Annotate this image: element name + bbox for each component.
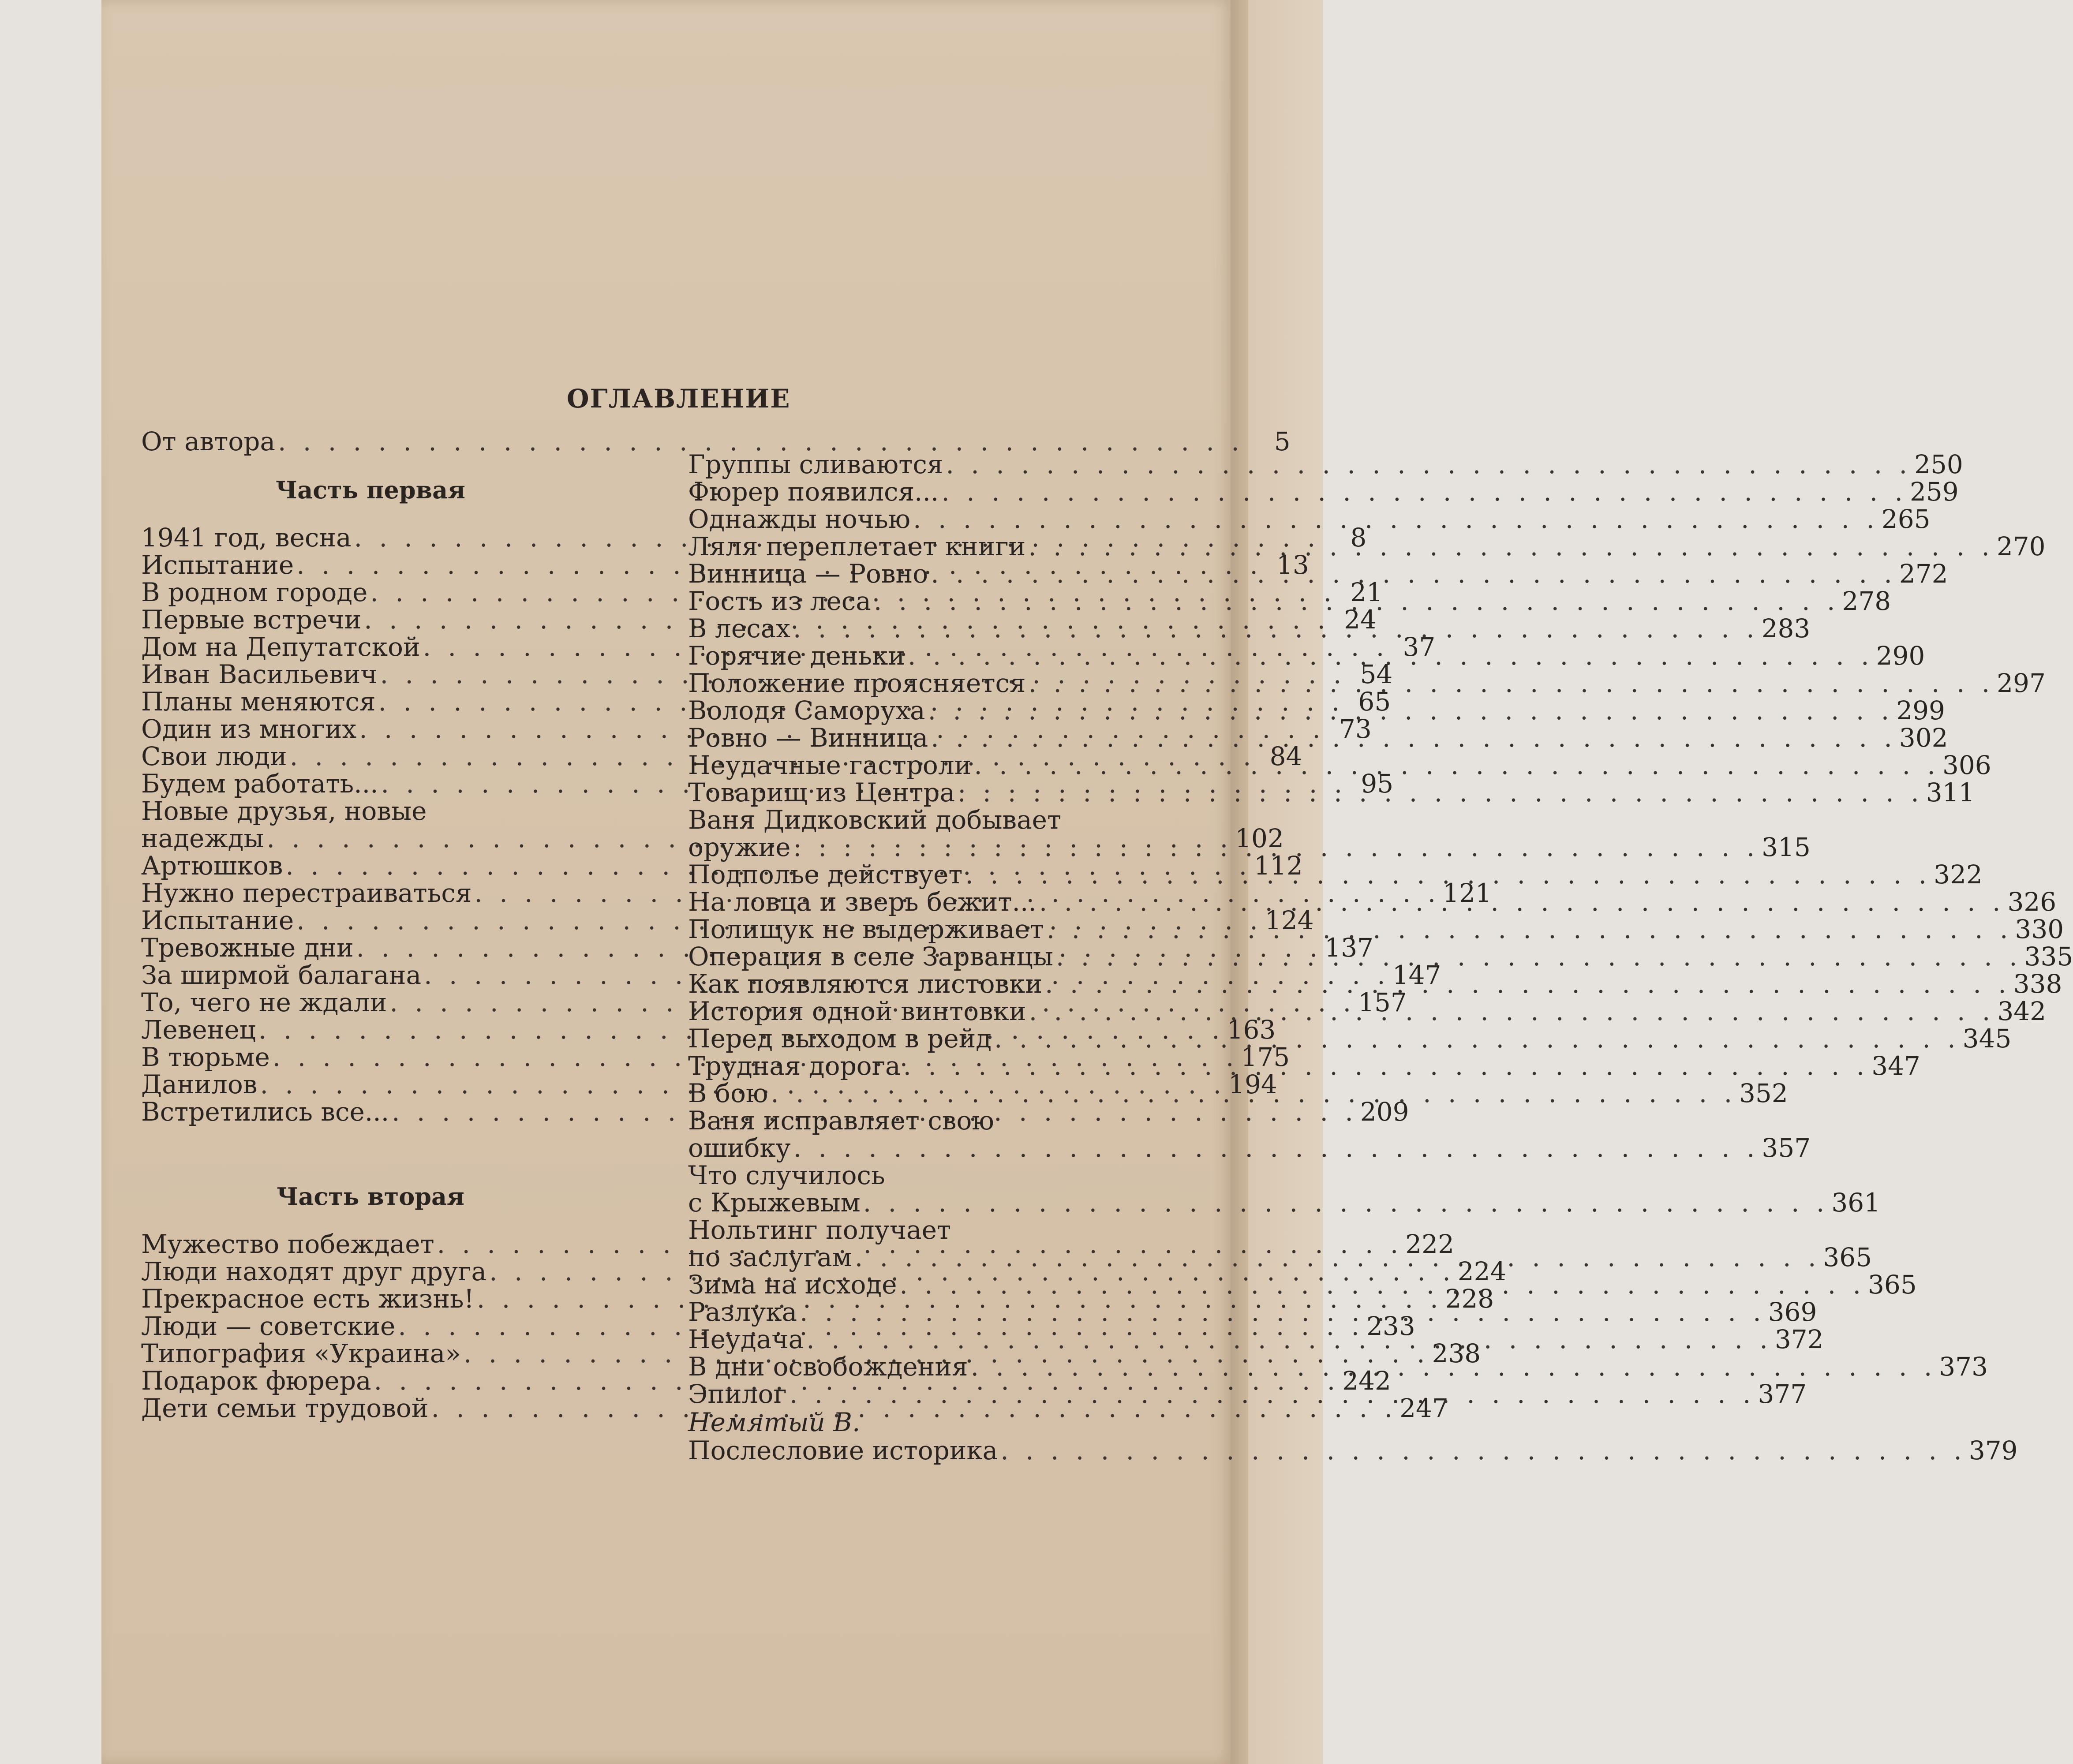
toc-entry bbox=[688, 504, 1931, 534]
toc-entry-page: 209 bbox=[1360, 1097, 1409, 1127]
toc-entry-title: оружие bbox=[688, 832, 791, 862]
toc-entry-title: Неудача bbox=[688, 1324, 804, 1354]
toc-entry-title: по заслугам bbox=[688, 1242, 852, 1272]
toc-entry-title: Эпилог bbox=[688, 1379, 787, 1409]
toc-entry-intro bbox=[141, 426, 1291, 456]
toc-entry-title: Однажды ночью bbox=[688, 504, 911, 534]
leader-dots bbox=[871, 587, 1842, 615]
toc-entry-page: 345 bbox=[1962, 1024, 2012, 1054]
toc-entry-page: 228 bbox=[1445, 1284, 1494, 1314]
toc-entry-page: 84 bbox=[1269, 741, 1302, 771]
toc-entry-page: 338 bbox=[2013, 969, 2062, 999]
toc-entry-page: 265 bbox=[1881, 504, 1931, 534]
leader-dots bbox=[1042, 970, 2013, 998]
toc-entry-page: 259 bbox=[1910, 477, 1959, 507]
toc-entry-page: 121 bbox=[1443, 878, 1492, 908]
leader-dots bbox=[787, 1380, 1758, 1408]
leader-dots bbox=[901, 1052, 1872, 1080]
toc-entry-title: Мужество побеждает bbox=[141, 1229, 434, 1259]
toc-entry-title: Свои люди bbox=[141, 741, 287, 771]
toc-entry-page: 326 bbox=[2007, 887, 2057, 917]
toc-entry-title: Послесловие историка bbox=[688, 1435, 998, 1465]
toc-entry-title: Володя Саморуха bbox=[688, 695, 925, 725]
toc-entry-title: Ляля переплетает книги bbox=[688, 531, 1026, 561]
toc-entry-title: История одной винтовки bbox=[688, 996, 1026, 1026]
leader-dots bbox=[861, 1189, 1832, 1216]
toc-entry-page: 54 bbox=[1360, 659, 1393, 689]
toc-entry-title: Гость из леса bbox=[688, 586, 871, 616]
toc-entry-page: 365 bbox=[1823, 1242, 1872, 1272]
toc-entry-title: Положение проясняется bbox=[688, 668, 1026, 698]
toc-title: ОГЛАВЛЕНИЕ bbox=[567, 384, 791, 414]
toc-entry-title: с Крыжевым bbox=[688, 1188, 861, 1218]
toc-entry-page: 342 bbox=[1997, 996, 2047, 1026]
leader-dots bbox=[971, 751, 1942, 779]
toc-entry-page: 379 bbox=[1968, 1435, 2018, 1465]
toc-entry-page: 335 bbox=[2024, 942, 2073, 972]
toc-entry-page: 330 bbox=[2015, 914, 2064, 944]
toc-entry-title: От автора bbox=[141, 426, 276, 456]
toc-entry-page: 112 bbox=[1254, 851, 1303, 881]
toc-entry-page: 272 bbox=[1899, 559, 1948, 589]
toc-entry-title: Неудачные гастроли bbox=[688, 750, 972, 780]
toc-entry-page: 373 bbox=[1939, 1352, 1988, 1382]
toc-entry-page: 124 bbox=[1265, 905, 1314, 935]
toc-entry-page: 95 bbox=[1361, 769, 1394, 799]
toc-entry-page: 233 bbox=[1366, 1311, 1415, 1341]
toc-entry-title: Ровно — Винница bbox=[688, 723, 928, 753]
leader-dots bbox=[943, 451, 1914, 478]
toc-entry-title: Прекрасное есть жизнь! bbox=[141, 1284, 474, 1314]
afterword-author: Немятый В. bbox=[688, 1407, 861, 1437]
toc-entry-first-line: Нольтинг получает bbox=[688, 1215, 951, 1245]
toc-entry-page: 283 bbox=[1761, 613, 1811, 643]
toc-entry-title: Испытание bbox=[141, 550, 294, 580]
toc-entry-title: В бою bbox=[688, 1078, 768, 1108]
leader-dots bbox=[925, 697, 1897, 724]
toc-entry-page: 222 bbox=[1405, 1229, 1454, 1259]
toc-entry-page: 369 bbox=[1768, 1297, 1817, 1327]
toc-entry-page: 322 bbox=[1934, 860, 1983, 889]
toc-entry-page: 352 bbox=[1739, 1078, 1788, 1108]
toc-entry-title: Подарок фюрера bbox=[141, 1366, 371, 1396]
toc-entry-page: 238 bbox=[1432, 1338, 1481, 1368]
leader-dots bbox=[928, 560, 1899, 587]
toc-entry-page: 311 bbox=[1926, 777, 1975, 807]
toc-entry-page: 8 bbox=[1350, 523, 1367, 553]
toc-entry-page: 377 bbox=[1758, 1379, 1807, 1409]
toc-entry-page: 5 bbox=[1274, 426, 1291, 456]
leader-dots bbox=[928, 724, 1899, 751]
toc-entry-title: Люди — советские bbox=[141, 1311, 396, 1341]
toc-entry-title: Один из многих bbox=[141, 714, 357, 744]
toc-entry-title: Артюшков bbox=[141, 851, 283, 881]
leader-dots bbox=[955, 779, 1926, 806]
toc-entry-page: 278 bbox=[1842, 586, 1891, 616]
toc-entry-title: Дети семьи трудовой bbox=[141, 1393, 429, 1423]
leader-dots bbox=[910, 505, 1882, 533]
toc-entry-page: 224 bbox=[1457, 1256, 1507, 1286]
leader-dots bbox=[790, 615, 1762, 642]
toc-entry-title: Планы меняются bbox=[141, 687, 376, 717]
toc-entry-page: 365 bbox=[1868, 1270, 1917, 1300]
toc-entry-title: Тревожные дни bbox=[141, 933, 354, 963]
toc-entry-title: Нужно перестраиваться bbox=[141, 878, 472, 908]
leader-dots bbox=[897, 1271, 1868, 1298]
toc-entry-title: 1941 год, весна bbox=[141, 523, 352, 553]
toc-entry-page: 37 bbox=[1403, 632, 1436, 662]
toc-entry-page: 372 bbox=[1774, 1324, 1824, 1354]
toc-entry-page: 242 bbox=[1342, 1366, 1391, 1396]
leader-dots bbox=[962, 861, 1934, 888]
toc-entry-title: надежды bbox=[141, 823, 264, 853]
toc-entry-page: 147 bbox=[1392, 960, 1441, 990]
toc-entry-title: Дом на Депутатской bbox=[141, 632, 420, 662]
toc-entry-page: 302 bbox=[1899, 723, 1948, 753]
leader-dots bbox=[1053, 943, 2024, 970]
toc-entry-page: 297 bbox=[1997, 668, 2046, 698]
toc-entry-first-line: Что случилось bbox=[688, 1160, 885, 1190]
toc-entry-page: 65 bbox=[1358, 687, 1391, 717]
toc-entry-page: 175 bbox=[1241, 1042, 1290, 1072]
toc-entry-title: Винница — Ровно bbox=[688, 559, 928, 589]
toc-entry-page: 357 bbox=[1762, 1133, 1811, 1163]
leader-dots bbox=[1036, 888, 2008, 916]
toc-entry-title: ошибку bbox=[688, 1133, 791, 1163]
toc-entry-first-line: Ваня Дидковский добывает bbox=[688, 805, 1062, 835]
toc-entry-title: Перед выходом в рейд bbox=[688, 1024, 992, 1054]
toc-entry-page: 137 bbox=[1325, 933, 1374, 963]
toc-entry-title: Как появляются листовки bbox=[688, 969, 1043, 999]
toc-entry-afterword bbox=[688, 1435, 2018, 1465]
toc-entry-title: Испытание bbox=[141, 905, 294, 935]
part-heading-2: Часть вторая bbox=[277, 1182, 464, 1211]
toc-entry-page: 13 bbox=[1276, 550, 1309, 580]
toc-entry-page: 21 bbox=[1350, 577, 1383, 607]
toc-entry bbox=[688, 1188, 1881, 1218]
toc-entry bbox=[688, 449, 1963, 479]
leader-dots bbox=[1026, 998, 1998, 1025]
toc-entry-title: В дни освобождения bbox=[688, 1352, 968, 1382]
toc-entry-page: 361 bbox=[1831, 1188, 1881, 1218]
toc-entry bbox=[688, 477, 1959, 507]
toc-entry-title: Трудная дорога bbox=[688, 1051, 901, 1081]
toc-entry-title: Фюрер появился... bbox=[688, 477, 939, 507]
toc-entry-title: На ловца и зверь бежит... bbox=[688, 887, 1036, 917]
leader-dots bbox=[791, 833, 1762, 861]
toc-entry-title: Зима на исходе bbox=[688, 1270, 897, 1300]
leader-dots bbox=[791, 1134, 1762, 1162]
toc-entry-title: В родном городе bbox=[141, 577, 368, 607]
toc-entry-page: 157 bbox=[1358, 987, 1407, 1017]
toc-entry-title: В тюрьме bbox=[141, 1042, 270, 1072]
toc-entry-page: 347 bbox=[1871, 1051, 1920, 1081]
toc-entry-title: Типография «Украина» bbox=[141, 1338, 461, 1368]
toc-entry bbox=[688, 1133, 1811, 1163]
toc-entry-page: 73 bbox=[1339, 714, 1372, 744]
leader-dots bbox=[939, 478, 1910, 505]
toc-entry-first-line: Ваня исправляет свою bbox=[688, 1106, 994, 1136]
leader-dots bbox=[768, 1080, 1739, 1107]
part-heading-1: Часть первая bbox=[275, 476, 466, 504]
leader-dots bbox=[968, 1353, 1939, 1380]
toc-entry-page: 299 bbox=[1896, 695, 1945, 725]
toc-entry-title: Левенец bbox=[141, 1015, 256, 1045]
toc-entry-page: 270 bbox=[1996, 531, 2046, 561]
toc-entry-title: Встретились все... bbox=[141, 1097, 389, 1127]
leader-dots bbox=[1026, 669, 1997, 697]
leader-dots bbox=[852, 1244, 1823, 1271]
leader-dots bbox=[797, 1298, 1768, 1326]
toc-entry-title: Группы сливаются bbox=[688, 449, 943, 479]
toc-entry-title: То, чего не ждали bbox=[141, 987, 387, 1017]
leader-dots bbox=[905, 642, 1876, 669]
toc-entry-title: Разлука bbox=[688, 1297, 797, 1327]
toc-entry-page: 306 bbox=[1942, 750, 1991, 780]
toc-entry-page: 290 bbox=[1876, 641, 1925, 671]
toc-entry-title: Операция в селе Зарванцы bbox=[688, 942, 1053, 972]
toc-entry-page: 247 bbox=[1399, 1393, 1448, 1423]
leader-dots bbox=[1025, 533, 1997, 560]
toc-entry-title: Первые встречи bbox=[141, 605, 362, 635]
toc-entry-title: Подполье действует bbox=[688, 860, 963, 889]
toc-entry-page: 24 bbox=[1344, 605, 1377, 635]
toc-entry-page: 250 bbox=[1914, 449, 1963, 479]
toc-entry-title: Будем работать... bbox=[141, 769, 378, 799]
toc-entry-page: 163 bbox=[1227, 1015, 1276, 1045]
leader-dots bbox=[998, 1437, 1969, 1464]
toc-entry-title: Данилов bbox=[141, 1069, 258, 1099]
toc-entry bbox=[688, 531, 2046, 561]
toc-entry-title: Товарищ из Центра bbox=[688, 777, 955, 807]
toc-entry-page: 102 bbox=[1235, 823, 1284, 853]
toc-entry-first-line: Новые друзья, новые bbox=[141, 796, 427, 826]
toc-entry-title: Иван Васильевич bbox=[141, 659, 378, 689]
toc-entry-title: Полищук не выдерживает bbox=[688, 914, 1044, 944]
leader-dots bbox=[992, 1025, 1963, 1052]
toc-entry-page: 315 bbox=[1762, 832, 1811, 862]
leader-dots bbox=[1044, 916, 2015, 943]
toc-entry-page: 194 bbox=[1228, 1069, 1277, 1099]
leader-dots bbox=[804, 1326, 1775, 1353]
toc-entry-title: За ширмой балагана bbox=[141, 960, 422, 990]
toc-entry-title: Горячие деньки bbox=[688, 641, 905, 671]
toc-entry-title: В лесах bbox=[688, 613, 790, 643]
toc-entry-title: Люди находят друг друга bbox=[141, 1256, 487, 1286]
